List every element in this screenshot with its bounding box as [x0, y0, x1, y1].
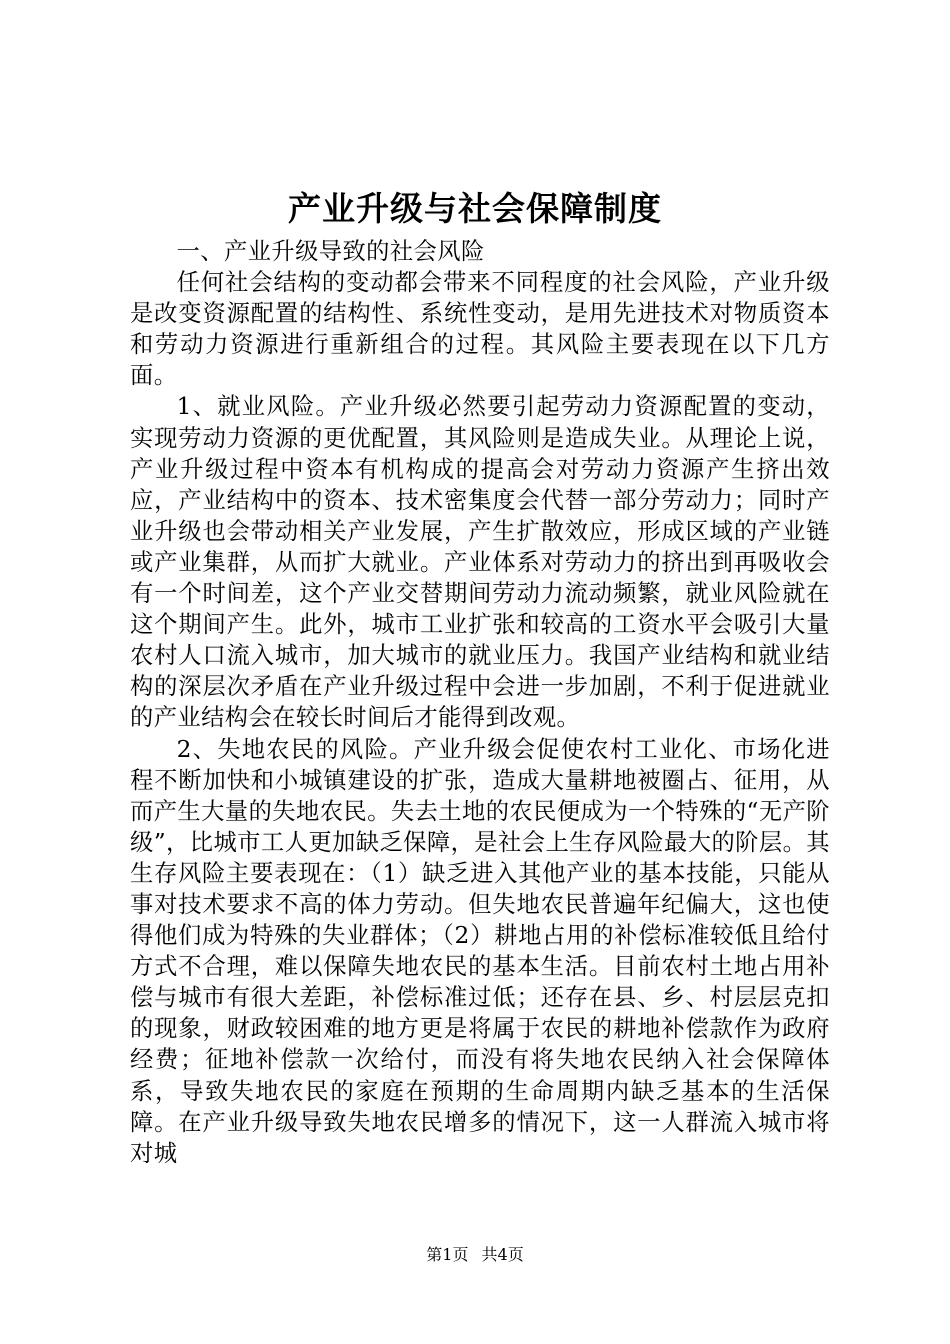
page-count: 共4页	[481, 1245, 524, 1264]
document-body	[130, 236, 830, 1169]
page-footer	[0, 1244, 950, 1266]
page-number: 第1页	[426, 1245, 469, 1264]
document-title: 产业升级与社会保障制度	[288, 189, 662, 228]
section-heading: 一、产业升级导致的社会风险	[176, 238, 485, 265]
paragraph: 任何社会结构的变动都会带来不同程度的社会风险，产业升级是改变资源配置的结构性、系统性变动，是用先进技术对物质资本和劳动力资源进行重新组合的过程。其风险主要表现在以下几方面。	[130, 269, 830, 390]
paragraph: 1、就业风险。产业升级必然要引起劳动力资源配置的变动，实现劳动力资源的更优配置，其风险则是造成失业。从理论上说，产业升级过程中资本有机构成的提高会对劳动力资源产生挤出效应，产业结构中的资本、技术密集度会代替一部分劳动力；同时产业升级也会带动相关产业发展，产生扩散效应，形成区域的产业链或产业集群，从而扩大就业。产业体系对劳动力的挤出到再吸收会有一个时间差，这个产业交替期间劳动力流动频繁，就业风险就在这个期间产生。此外，城市工业扩张和较高的工资水平会吸引大量农村人口流入城市，加大城市的就业压力。我国产业结构和就业结构的深层次矛盾在产业升级过程中会进一步加剧，不利于促进就业的产业结构会在较长时间后才能得到改观。	[130, 393, 830, 732]
paragraph: 2、失地农民的风险。产业升级会促使农村工业化、市场化进程不断加快和小城镇建设的扩张，造成大量耕地被圈占、征用，从而产生大量的失地农民。失去土地的农民便成为一个特殊的“无产阶级”，比城市工人更加缺乏保障，是社会上生存风险最大的阶层。其生存风险主要表现在：（1）缺乏进入其他产业的基本技能，只能从事对技术要求不高的体力劳动。但失地农民普遍年纪偏大，这也使得他们成为特殊的失业群体；（2）耕地占用的补偿标准较低且给付方式不合理，难以保障失地农民的基本生活。目前农村土地占用补偿与城市有很大差距，补偿标准过低；还存在县、乡、村层层克扣的现象，财政较困难的地方更是将属于农民的耕地补偿款作为政府经费；征地补偿款一次给付，而没有将失地农民纳入社会保障体系，导致失地农民的家庭在预期的生命周期内缺乏基本的生活保障。在产业升级导致失地农民增多的情况下，这一人群流入城市将对城	[130, 735, 830, 1167]
